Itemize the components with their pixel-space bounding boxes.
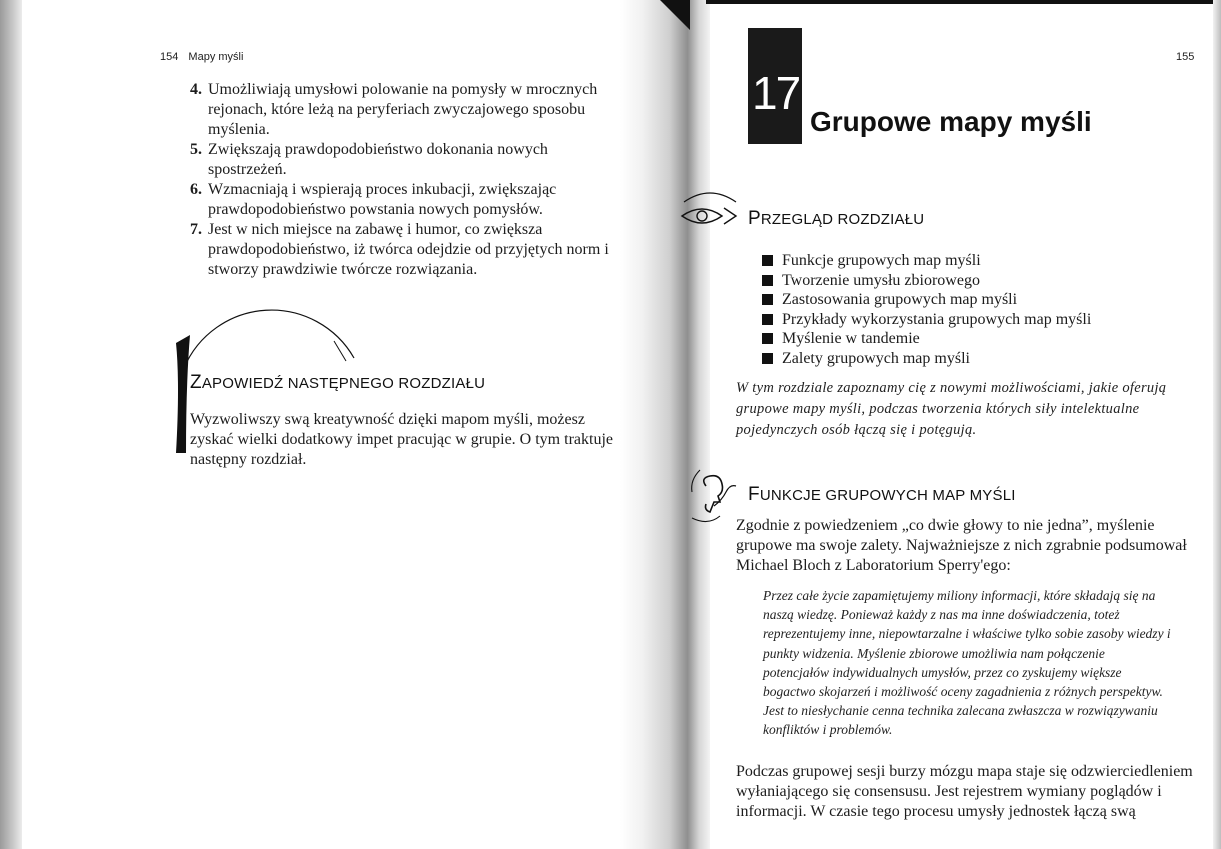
list-item-text: Przykłady wykorzystania grupowych map myśli [782, 310, 1092, 328]
overview-list [762, 251, 1091, 369]
list-item [762, 329, 1091, 349]
scan-shadow-left [0, 0, 22, 849]
chapter-title: Grupowe mapy myśli [810, 106, 1092, 137]
list-item-text: Tworzenie umysłu zbiorowego [782, 271, 980, 289]
next-chapter-text: Wyzwoliwszy swą kreatywność dzięki mapom myśli, możesz zyskać wielki dodatkowy impet pracując w grupie. O tym traktuje następny rozdział. [190, 411, 613, 468]
list-item [190, 180, 615, 220]
list-item-text: Myślenie w tandemie [782, 330, 920, 348]
bullet-square-icon [762, 353, 773, 364]
bullet-square-icon [762, 333, 773, 344]
bullet-square-icon [762, 275, 773, 286]
scan-shadow-right [1213, 0, 1221, 849]
heading-initial: Z [190, 372, 202, 393]
list-item [762, 310, 1091, 330]
eye-icon [680, 190, 740, 232]
list-item-number: 6 . [190, 180, 202, 200]
running-head-title: Mapy myśli [188, 51, 244, 63]
chapter-number: 17 [752, 67, 800, 119]
heading-text: APOWIEDŹ NASTĘPNEGO ROZDZIAŁU [201, 375, 486, 392]
chapter-intro: W tym rozdziale zapoznamy cię z nowymi możliwościami, jakie oferują grupowe mapy myśli, podczas tworzenia których siły intelektualne pojedynczych osób łączą się i potęgują. [736, 380, 1167, 438]
list-item-number: 4 . [190, 80, 202, 100]
list-item-text: Zwiększają prawdopodobieństwo dokonania nowych spostrzeżeń. [208, 141, 548, 178]
numbered-list [190, 80, 615, 280]
heading-initial: P [748, 208, 761, 229]
heading-text: RZEGLĄD ROZDZIAŁU [760, 211, 925, 228]
heading-text: UNKCJE GRUPOWYCH MAP MYŚLI [759, 487, 1016, 504]
list-item [762, 290, 1091, 310]
book-gutter-shadow [620, 0, 710, 849]
list-item-text: Funkcje grupowych map myśli [782, 252, 981, 269]
list-item-text: Zalety grupowych map myśli [782, 349, 970, 367]
overview-heading [748, 208, 924, 230]
list-item [190, 80, 615, 140]
thinking-head-icon [686, 466, 738, 526]
list-item [762, 271, 1091, 291]
bullet-square-icon [762, 294, 773, 305]
bullet-square-icon [762, 255, 773, 266]
block-quote: Przez całe życie zapamiętujemy miliony informacji, które składają się na naszą wiedzę. Ponieważ każdy z nas ma inne doświadczenia, toteż reprezentujemy inne, niepowtarzalne i właściwe tylko sobie zasoby wiedzy i punkty widzenia. Myślenie zbiorowe umożliwia nam połączenie potencjałów indywidualnych umysłów, przez co zyskujemy większe bogactwo skojarzeń i możliwość oceny zagadnienia z różnych perspektyw. Jest to niesłychanie cenna technika zalecana zwłaszcza w rozwiązywaniu konfliktów i problemów. [763, 588, 1171, 738]
top-rule [706, 0, 1221, 4]
list-item-text: Zastosowania grupowych map myśli [782, 291, 1018, 309]
list-item-number: 5 . [190, 140, 202, 160]
functions-heading [748, 484, 1016, 506]
next-chapter-heading [190, 372, 485, 394]
list-item-number: 7 . [190, 220, 202, 240]
list-item-text: Umożliwiają umysłowi polowanie na pomysły w mrocznych rejonach, które leżą na peryferiach zwyczajowego sposobu myślenia. [208, 81, 598, 138]
heading-initial: F [748, 484, 760, 505]
left-running-head [160, 51, 243, 63]
functions-paragraph: Zgodnie z powiedzeniem „co dwie głowy to nie jedna”, myślenie grupowe ma swoje zalety. Najważniejsze z nich zgrabnie podsumował Michael Bloch z Laboratorium Sperry'ego: [736, 517, 1187, 574]
closing-paragraph: Podczas grupowej sesji burzy mózgu mapa staje się odzwierciedleniem wyłaniającego się consensusu. Jest rejestrem wymiany poglądów i informacji. W czasie tego procesu umysły jednostek łączą swą [736, 763, 1193, 820]
list-item-text: Wzmacniają i wspierają proces inkubacji, zwiększając prawdopodobieństwo powstania nowych pomysłów. [208, 181, 557, 218]
list-item [762, 251, 1091, 271]
list-item [190, 140, 615, 180]
right-page-number: 155 [1176, 51, 1195, 63]
list-item-text: Jest w nich miejsce na zabawę i humor, co zwiększa prawdopodobieństwo, iż twórca odejdzie od przyjętych norm i stworzy prawdziwie twórcze rozwiązania. [208, 221, 609, 278]
left-page-number: 154 [160, 51, 179, 63]
list-item [190, 220, 615, 280]
bullet-square-icon [762, 314, 773, 325]
list-item [762, 349, 1091, 369]
